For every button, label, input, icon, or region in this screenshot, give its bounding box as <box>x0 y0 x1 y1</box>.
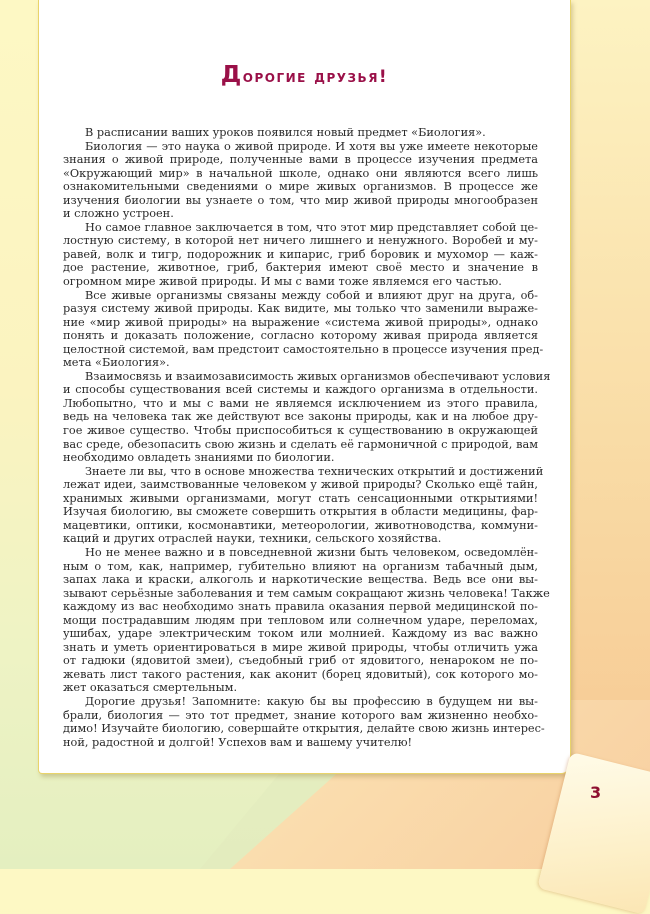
text-line: каций и других отраслей науки, техники, сельского хозяйства. <box>63 532 442 546</box>
text-line: мацевтики, оптики, космонавтики, метеорологии, животноводства, коммуни- <box>63 518 538 532</box>
text-line: ным о том, как, например, губительно влияют на организм табачный дым, <box>63 559 538 573</box>
text-line: Все живые организмы связаны между собой и влияют друг на друга, об- <box>85 288 538 302</box>
text-line: гое живое существо. Чтобы приспособиться к существованию в окружающей <box>63 424 538 438</box>
text-line: димо! Изучайте биологию, совершайте открытия, делайте свою жизнь интерес- <box>63 722 545 736</box>
text-line: зывают серьёзные заболевания и тем самым сокращают жизнь человека! Также <box>63 586 550 600</box>
text-line: Взаимосвязь и взаимозависимость живых организмов обеспечивают условия <box>85 369 551 383</box>
text-line: ознакомительными сведениями о мире живых организмов. В процессе же <box>63 180 538 194</box>
text-line: от гадюки (ядовитой змеи), съедобный гриб от ядовитого, ненароком не по- <box>63 654 538 668</box>
text-line: «Окружающий мир» в начальной школе, однако они являются всего лишь <box>63 166 538 180</box>
text-line: лостную систему, в которой нет ничего лишнего и ненужного. Воробей и му- <box>63 234 538 248</box>
text-line: дое растение, животное, гриб, бактерия имеют своё место и значение в <box>63 261 538 275</box>
text-line: Биология — это наука о живой природе. И хотя вы уже имеете некоторые <box>85 139 538 153</box>
text-line: изучения биологии вы узнаете о том, что мир живой природы многообразен <box>63 193 538 207</box>
text-line: ведь на человека так же действуют все законы природы, как и на любое дру- <box>63 410 538 424</box>
text-line: Изучая биологию, вы сможете совершить открытия в области медицины, фар- <box>63 505 538 519</box>
page-number: 3 <box>590 783 602 802</box>
text-line: знания о живой природе, полученные вами в процессе изучения предмета <box>63 153 538 167</box>
text-line: лежат идеи, заимствованные человеком у живой природы? Сколько ещё тайн, <box>63 478 538 492</box>
text-line: хранимых живыми организмами, могут стать сенсационными открытиями! <box>63 491 538 505</box>
text-line: и сложно устроен. <box>63 207 174 221</box>
text-line: запах лака и краски, алкоголь и наркотические вещества. Ведь все они вы- <box>63 573 538 587</box>
text-line: Но самое главное заключается в том, что этот мир представляет собой це- <box>85 220 538 234</box>
text-line: ной, радостной и долгой! Успехов вам и вашему учителю! <box>63 735 413 749</box>
text-line: жевать лист такого растения, как аконит (борец ядовитый), сок которого мо- <box>63 667 538 681</box>
text-line: необходимо овладеть знаниями по биологии. <box>63 451 335 465</box>
text-line: равей, волк и тигр, подорожник и кипарис, гриб боровик и мухомор — каж- <box>63 247 538 261</box>
text-line: знать и уметь ориентироваться в мире живой природы, чтобы отличить ужа <box>63 640 538 654</box>
text-line: мета «Биология». <box>63 356 170 370</box>
text-card <box>38 0 571 774</box>
text-line: разуя систему живой природы. Как видите, мы только что заменили выраже- <box>63 302 538 316</box>
text-line: брали, биология — это тот предмет, знание которого вам жизненно необхо- <box>63 708 538 722</box>
text-line: Любопытно, что и мы с вами не являемся исключением из этого правила, <box>63 396 538 410</box>
title-first-letter: Д <box>220 62 243 88</box>
text-line: каждому из вас необходимо знать правила оказания первой медицинской по- <box>63 600 538 614</box>
text-line: Знаете ли вы, что в основе множества технических открытий и достижений <box>85 464 544 478</box>
text-line: мощи пострадавшим людям при тепловом или солнечном ударе, переломах, <box>63 613 538 627</box>
text-line: Но не менее важно и в повседневной жизни быть человеком, осведомлён- <box>85 545 538 559</box>
text-line: Дорогие друзья! Запомните: какую бы вы профессию в будущем ни вы- <box>85 694 538 708</box>
text-line: ние «мир живой природы» на выражение «система живой природы», однако <box>63 315 538 329</box>
text-line: и способы существования всей системы и каждого организма в отдельности. <box>63 383 538 397</box>
text-line: вас среде, обезопасить свою жизнь и сделать её гармоничной с природой, вам <box>63 437 538 451</box>
text-line: огромном мире живой природы. И мы с вами тоже являемся его частью. <box>63 275 502 289</box>
body-text <box>63 126 551 749</box>
text-line: В расписании ваших уроков появился новый предмет «Биология». <box>85 126 486 139</box>
text-line: целостной системой, вам предстоит самостоятельно в процессе изучения пред- <box>63 342 544 356</box>
page-title <box>39 62 570 88</box>
text-line: ушибах, ударе электрическим током или молнией. Каждому из вас важно <box>63 627 538 641</box>
text-line: понять и доказать положение, согласно которому живая природа является <box>63 329 538 343</box>
text-line: жет оказаться смертельным. <box>63 681 238 695</box>
title-rest: орогие друзья! <box>242 67 389 87</box>
